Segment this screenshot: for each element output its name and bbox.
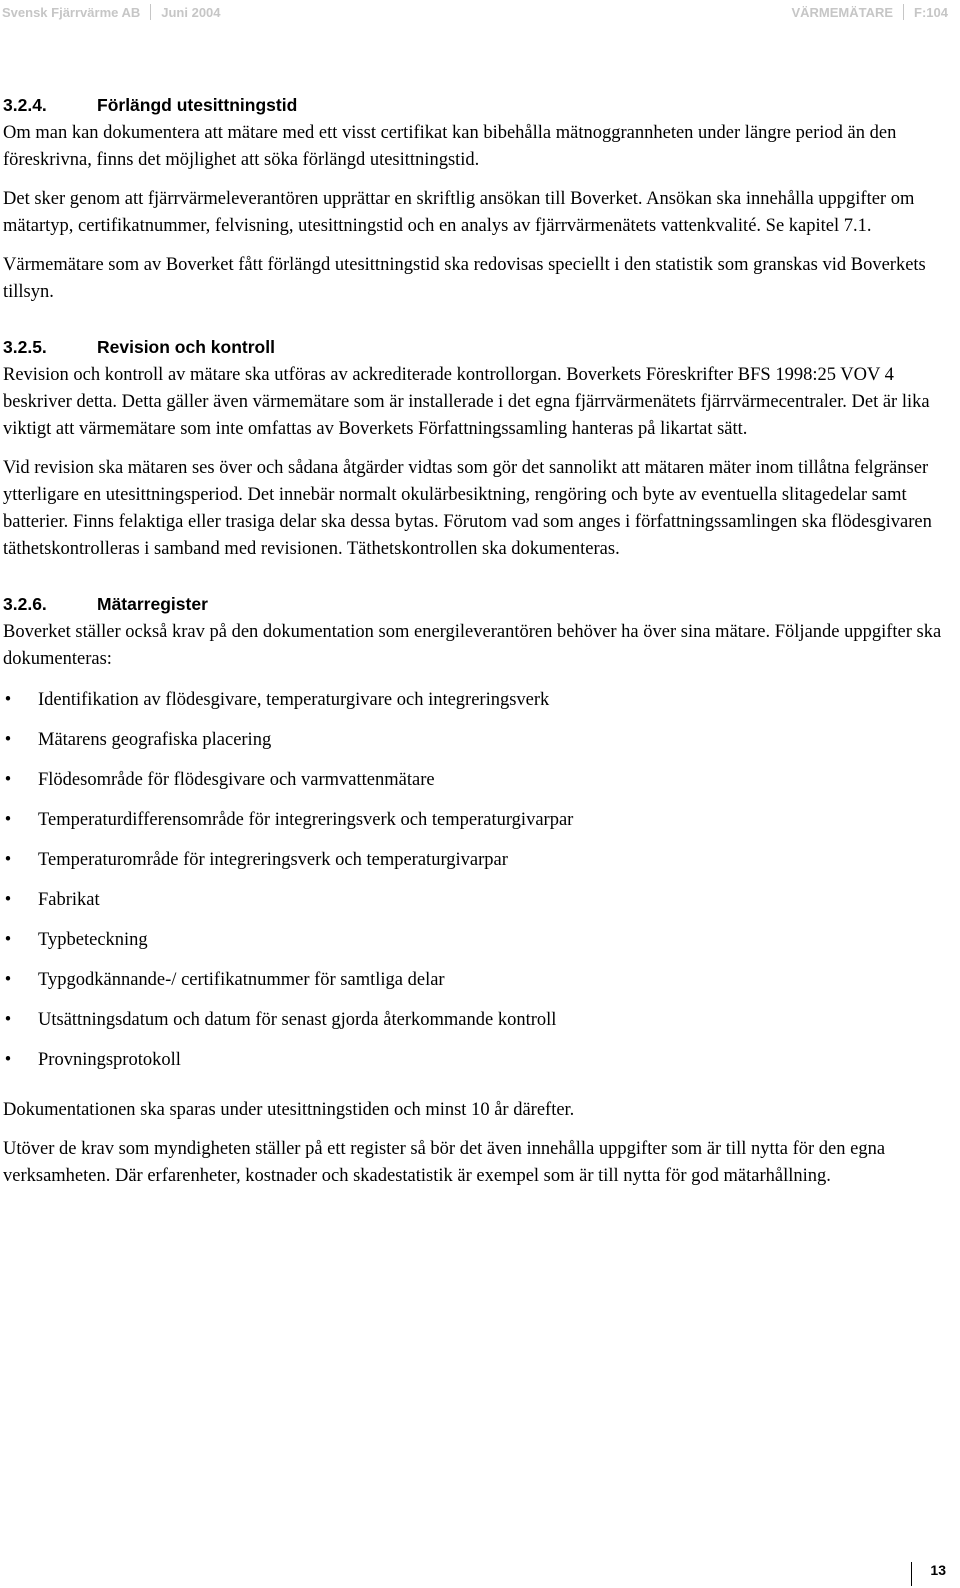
footer-divider: [911, 1562, 912, 1586]
section-number: 3.2.6.: [3, 594, 47, 614]
list-item: [3, 887, 948, 927]
list-item-text: Typgodkännande-/ certifikatnummer för samtliga delar: [38, 970, 445, 990]
section-number: 3.2.4.: [3, 95, 47, 115]
list-item-text: Temperaturområde för integreringsverk och temperaturgivarpar: [38, 850, 508, 870]
list-item-text: Identifikation av flödesgivare, temperaturgivare och integreringsverk: [38, 690, 550, 710]
section-heading-3-2-5: [3, 336, 948, 358]
list-item-text: Mätarens geografiska placering: [38, 730, 272, 750]
bullet-icon: •: [4, 970, 12, 990]
bullet-icon: •: [4, 1010, 12, 1030]
header-left: [2, 4, 221, 20]
paragraph: Det sker genom att fjärrvärmeleverantören upprättar en skriftlig ansökan till Boverket. Ansökan ska innehålla uppgifter om mätartyp, certifikatnummer, felvisning, utesittningstid och en analys av fjärrvärmenätets vattenkvalité. Se kapitel 7.1.: [3, 189, 915, 236]
list-item: [3, 807, 948, 847]
list-item: [3, 967, 948, 1007]
list-item: [3, 727, 948, 767]
document-body: [3, 94, 948, 1190]
list-item-text: Utsättningsdatum och datum för senast gjorda återkommande kontroll: [38, 1010, 557, 1030]
bullet-icon: •: [4, 1050, 12, 1070]
bullet-icon: •: [4, 730, 12, 750]
page-number: 13: [930, 1562, 946, 1578]
list-item-text: Fabrikat: [38, 890, 100, 910]
list-item-text: Typbeteckning: [38, 930, 148, 950]
section-title: Mätarregister: [97, 594, 208, 614]
documentation-list: [3, 687, 948, 1087]
paragraph: Dokumentationen ska sparas under utesittningstiden och minst 10 år därefter.: [3, 1100, 575, 1120]
list-item: [3, 1047, 948, 1087]
bullet-icon: •: [4, 770, 12, 790]
paragraph: Vid revision ska mätaren ses över och sådana åtgärder vidtas som gör det sannolikt att mätaren mäter inom tillåtna felgränser ytterligare en utesittningsperiod. Det innebär normalt okulärbesiktning, rengöring och byte av eventuella slitagedelar samt batterier. Finns felaktiga eller trasiga delar ska dessa bytas. Förutom vad som anges i författningssamlingen ska flödesgivaren täthetskontrolleras i samband med revisionen. Täthetskontrollen ska dokumenteras.: [3, 458, 932, 559]
header-org: Svensk Fjärrvärme AB: [2, 4, 141, 20]
header-divider: [150, 4, 151, 20]
list-item: [3, 847, 948, 887]
bullet-icon: •: [4, 810, 12, 830]
section-number: 3.2.5.: [3, 337, 47, 357]
section-title: Förlängd utesittningstid: [97, 95, 298, 115]
bullet-icon: •: [4, 690, 12, 710]
section-heading-3-2-6: [3, 593, 948, 615]
header-code: F:104: [914, 4, 948, 20]
list-item: [3, 1007, 948, 1047]
bullet-icon: •: [4, 890, 12, 910]
paragraph: Utöver de krav som myndigheten ställer på ett register så bör det även innehålla uppgifter som är till nytta för den egna verksamheten. Där erfarenheter, kostnader och skadestatistik är exempel som är till nytta för god mätarhållning.: [3, 1139, 886, 1186]
paragraph: Om man kan dokumentera att mätare med ett visst certifikat kan bibehålla mätnoggrannheten under längre period än den föreskrivna, finns det möjlighet att söka förlängd utesittningstid.: [3, 123, 897, 170]
paragraph: Revision och kontroll av mätare ska utföras av ackrediterade kontrollorgan. Boverkets Föreskrifter BFS 1998:25 VOV 4 beskriver detta. Detta gäller även värmemätare som är installerade i det egna fjärrvärmenätets fjärrvärmecentraler. Det är lika viktigt att värmemätare som inte omfattas av Boverkets Författningssamling hanteras på likartat sätt.: [3, 365, 930, 439]
list-item-text: Flödesområde för flödesgivare och varmvattenmätare: [38, 770, 435, 790]
list-item-text: Temperaturdifferensområde för integreringsverk och temperaturgivarpar: [38, 810, 574, 830]
paragraph: Värmemätare som av Boverket fått förlängd utesittningstid ska redovisas speciellt i den statistik som granskas vid Boverkets tillsyn.: [3, 255, 926, 302]
header-date: Juni 2004: [161, 4, 221, 20]
list-item: [3, 687, 948, 727]
page-header: [0, 4, 948, 26]
list-item-text: Provningsprotokoll: [38, 1050, 181, 1070]
paragraph: Boverket ställer också krav på den dokumentation som energileverantören behöver ha över sina mätare. Följande uppgifter ska dokumenteras:: [3, 622, 942, 669]
list-item: [3, 927, 948, 967]
section-title: Revision och kontroll: [97, 337, 275, 357]
header-divider: [903, 4, 904, 20]
bullet-icon: •: [4, 930, 12, 950]
list-item: [3, 767, 948, 807]
header-right: [791, 4, 948, 20]
header-section: VÄRMEMÄTARE: [791, 4, 894, 20]
section-heading-3-2-4: [3, 94, 948, 116]
bullet-icon: •: [4, 850, 12, 870]
